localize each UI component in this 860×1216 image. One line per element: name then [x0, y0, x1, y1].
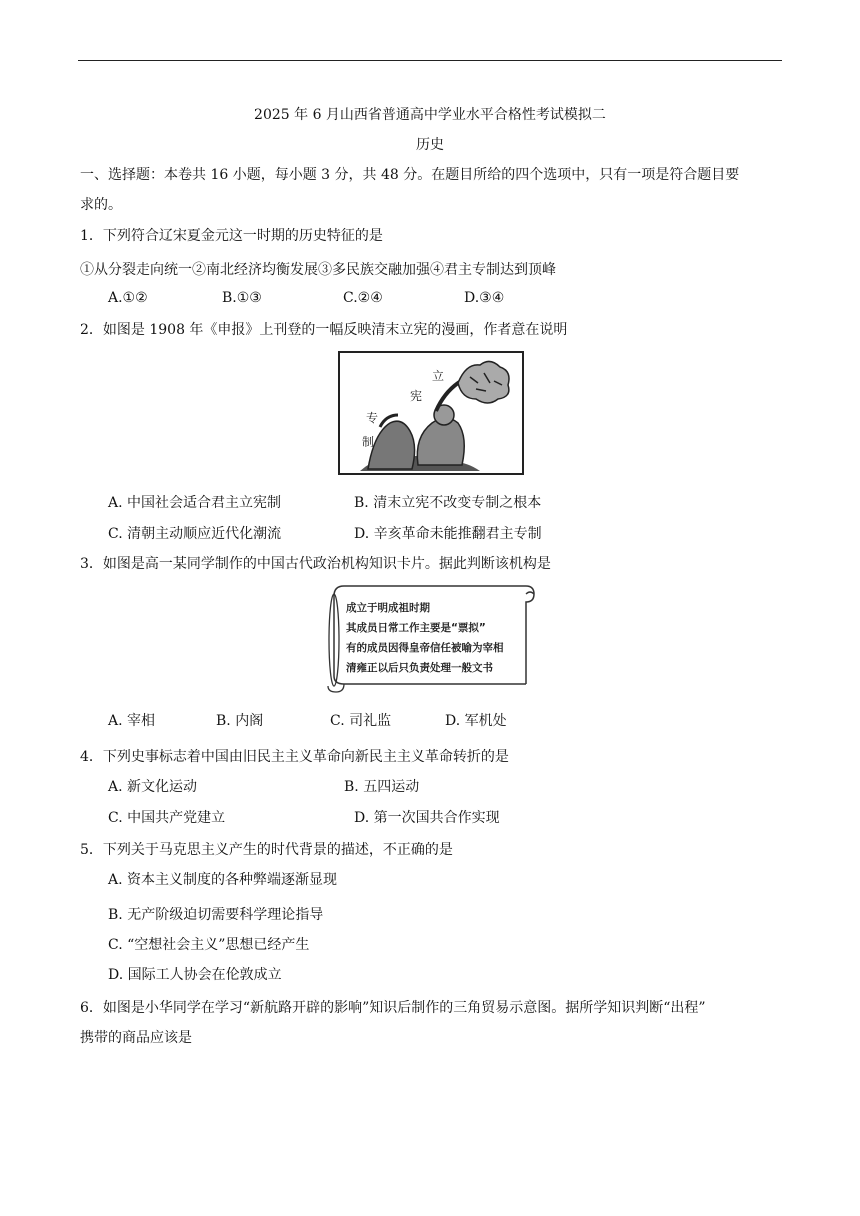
knowledge-card — [320, 582, 542, 694]
cartoon-label-zhuan: 专 — [366, 411, 379, 425]
card-line-4: 清雍正以后只负责处理一般文书 — [346, 662, 493, 674]
q6-stem-line1: 6．如图是小华同学在学习“新航路开辟的影响”知识后制作的三角贸易示意图。据所学知识判断“出程” — [80, 1000, 706, 1016]
q4-option-c[interactable]: C. 中国共产党建立 — [108, 810, 226, 826]
card-line-1: 成立于明成祖时期 — [346, 602, 430, 614]
section-intro-line1: 一、选择题：本卷共 16 小题，每小题 3 分，共 48 分。在题目所给的四个选项中，只有一项是符合题目要 — [80, 167, 740, 183]
q3-option-c[interactable]: C. 司礼监 — [330, 713, 392, 729]
q1-stem: 1．下列符合辽宋夏金元这一时期的历史特征的是 — [80, 228, 383, 244]
q6-stem-line2: 携带的商品应该是 — [80, 1030, 192, 1046]
q2-option-c[interactable]: C. 清朝主动顺应近代化潮流 — [108, 526, 282, 542]
q4-option-a[interactable]: A. 新文化运动 — [108, 779, 198, 795]
q5-option-d[interactable]: D. 国际工人协会在伦敦成立 — [108, 967, 282, 983]
q2-option-d[interactable]: D. 辛亥革命未能推翻君主专制 — [354, 526, 542, 542]
cartoon-label-xian: 宪 — [410, 389, 423, 403]
q1-option-c[interactable]: C.②④ — [343, 290, 383, 306]
q1-statements: ①从分裂走向统一②南北经济均衡发展③多民族交融加强④君主专制达到顶峰 — [80, 262, 556, 278]
section-intro-line2: 求的。 — [80, 197, 122, 213]
cartoon-label-zhi: 制 — [362, 435, 375, 449]
q5-stem: 5．下列关于马克思主义产生的时代背景的描述，不正确的是 — [80, 842, 453, 858]
q5-option-b[interactable]: B. 无产阶级迫切需要科学理论指导 — [108, 907, 324, 923]
q1-option-a[interactable]: A.①② — [108, 290, 148, 306]
exam-title: 2025 年 6 月山西省普通高中学业水平合格性考试模拟二 — [254, 107, 606, 123]
q4-option-b[interactable]: B. 五四运动 — [344, 779, 420, 795]
card-line-3: 有的成员因得皇帝信任被喻为宰相 — [346, 642, 504, 654]
q5-option-c[interactable]: C. “空想社会主义”思想已经产生 — [108, 937, 310, 953]
q3-option-d[interactable]: D. 军机处 — [445, 713, 507, 729]
q1-option-d[interactable]: D.③④ — [464, 290, 505, 306]
q3-stem: 3．如图是高一某同学制作的中国古代政治机构知识卡片。据此判断该机构是 — [80, 556, 551, 572]
q2-stem: 2．如图是 1908 年《申报》上刊登的一幅反映清末立宪的漫画，作者意在说明 — [80, 322, 568, 338]
q2-option-a[interactable]: A. 中国社会适合君主立宪制 — [108, 495, 282, 511]
card-line-2: 其成员日常工作主要是“票拟” — [346, 622, 486, 634]
q5-option-a[interactable]: A. 资本主义制度的各种弊端逐渐显现 — [108, 872, 338, 888]
q2-option-b[interactable]: B. 清末立宪不改变专制之根本 — [354, 495, 542, 511]
exam-subject: 历史 — [416, 137, 444, 153]
constitution-cartoon — [338, 351, 524, 475]
q4-option-d[interactable]: D. 第一次国共合作实现 — [354, 810, 500, 826]
q1-option-b[interactable]: B.①③ — [222, 290, 262, 306]
q4-stem: 4．下列史事标志着中国由旧民主主义革命向新民主主义革命转折的是 — [80, 749, 509, 765]
cartoon-label-li: 立 — [432, 369, 445, 383]
scroll-frame — [320, 582, 542, 694]
q3-option-a[interactable]: A. 宰相 — [108, 713, 156, 729]
q3-option-b[interactable]: B. 内阁 — [216, 713, 264, 729]
top-rule — [78, 60, 782, 61]
